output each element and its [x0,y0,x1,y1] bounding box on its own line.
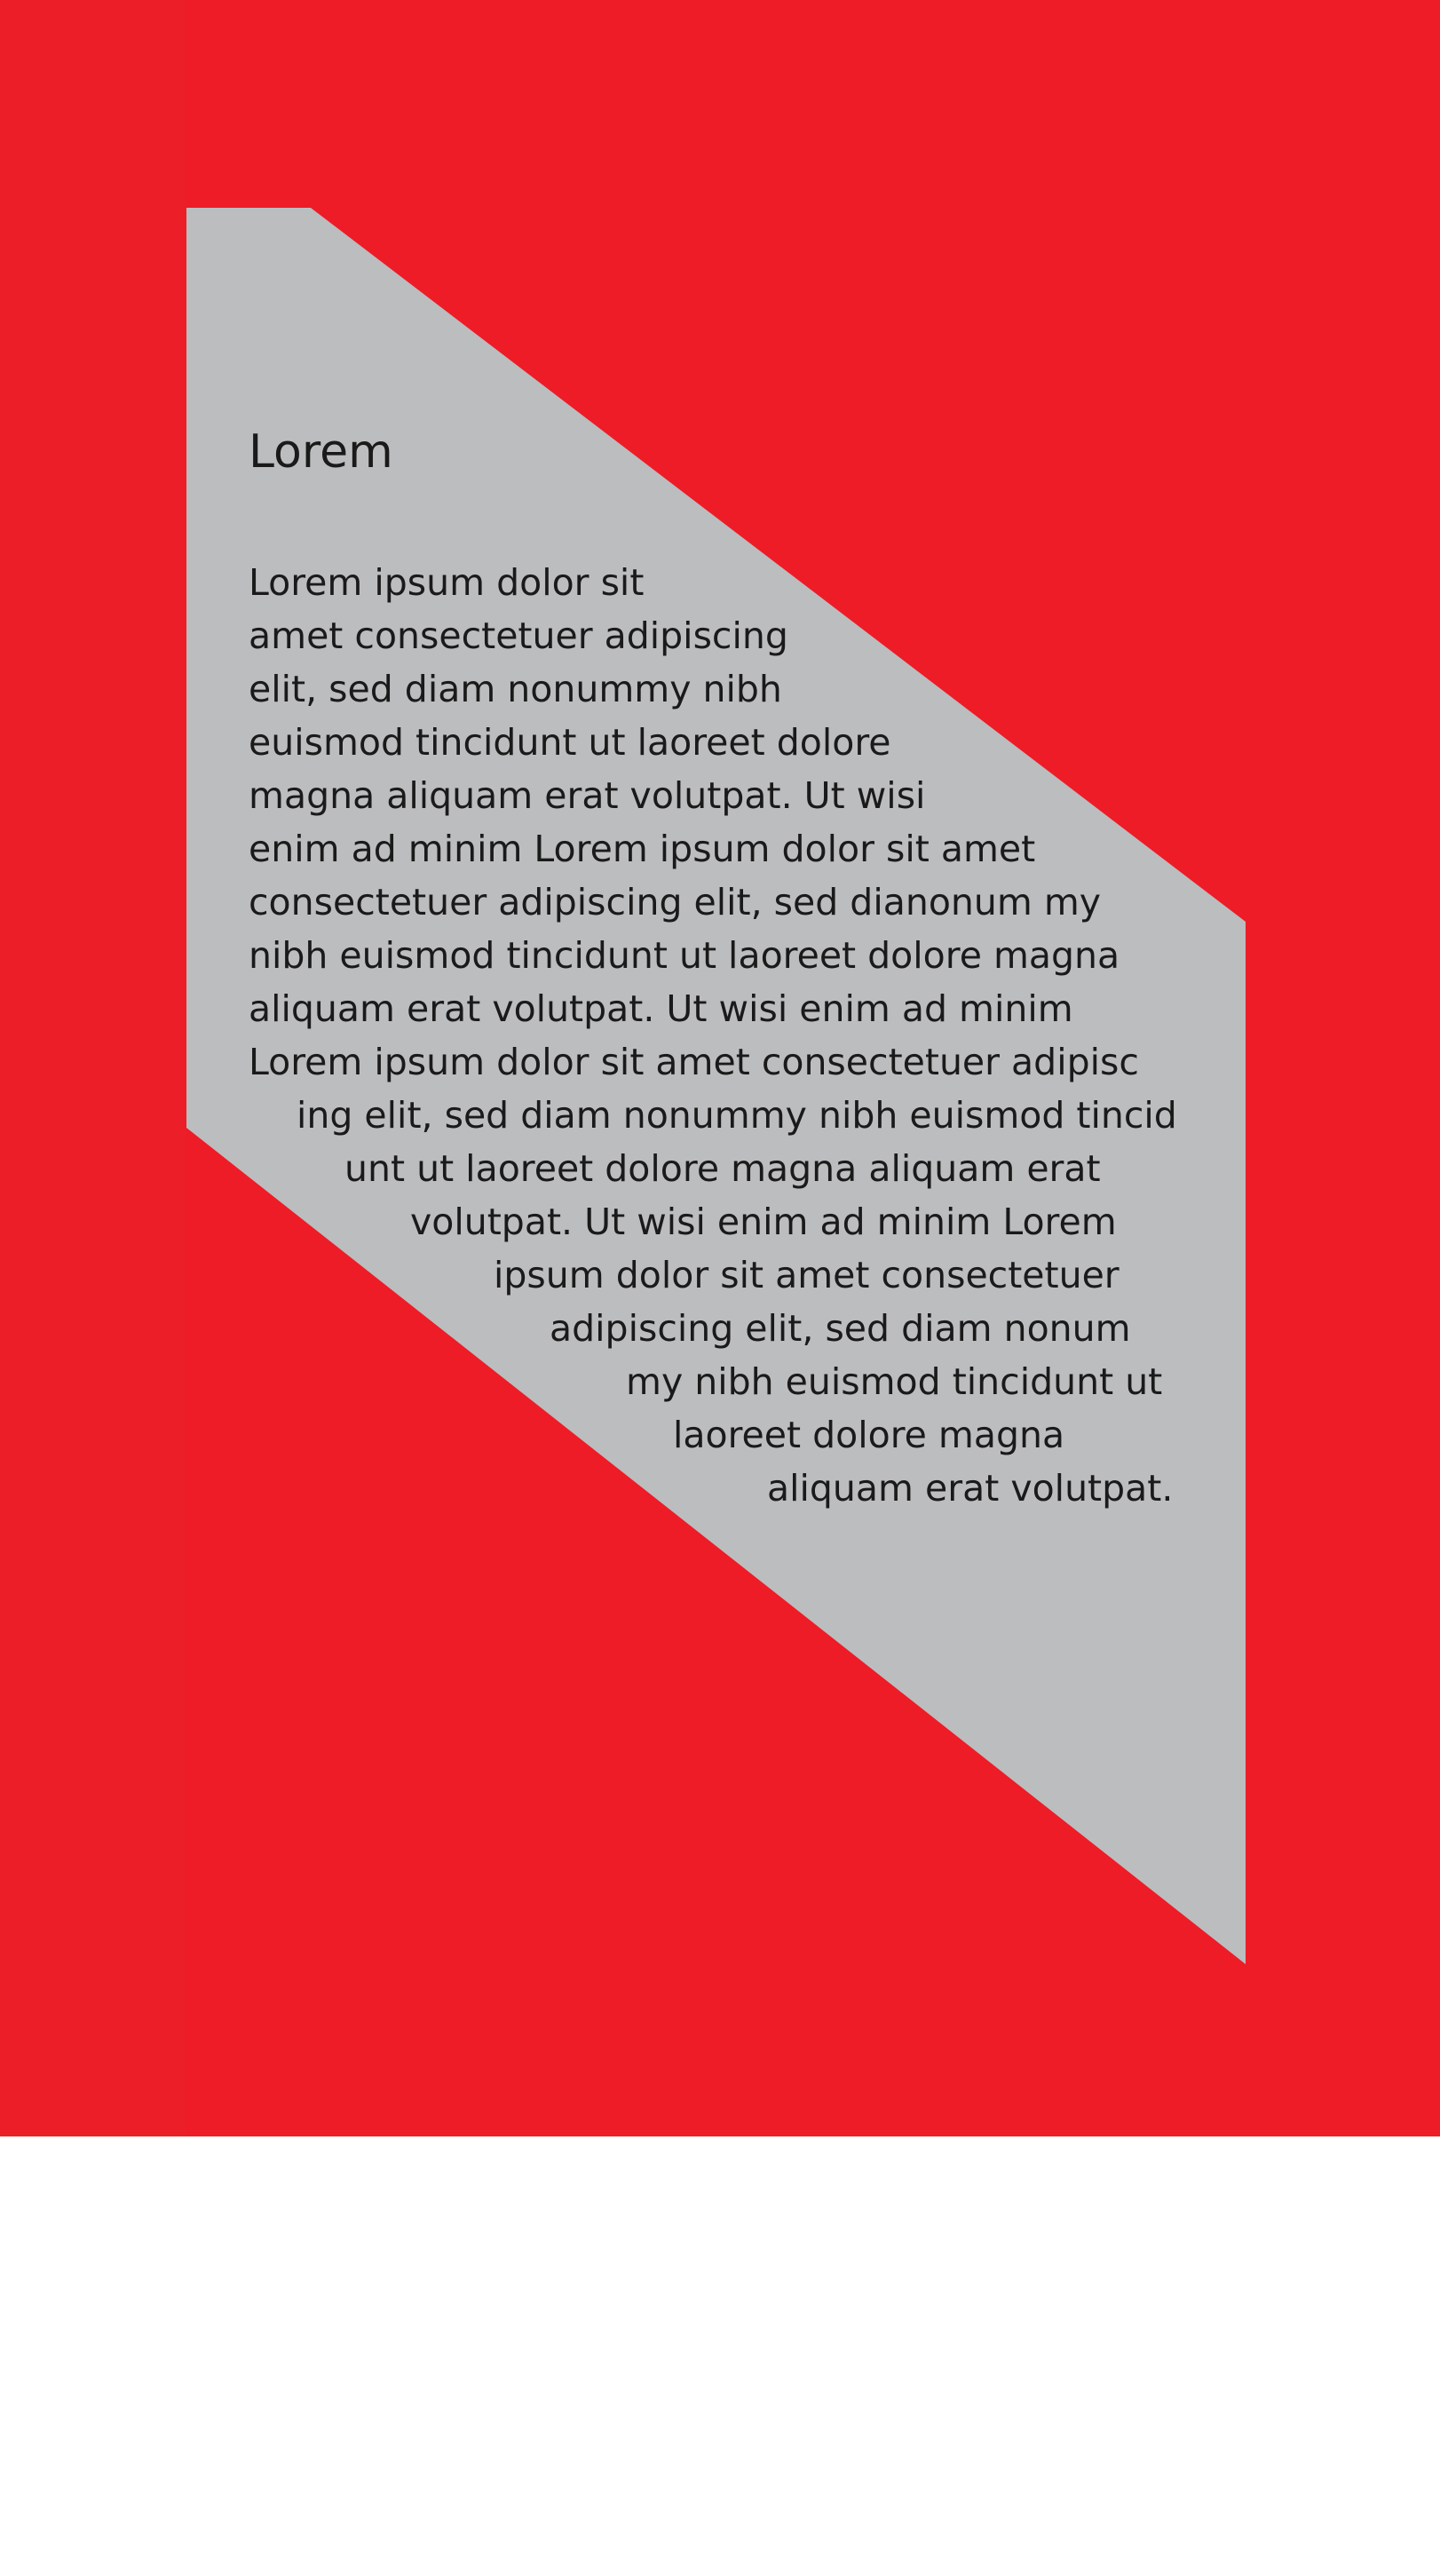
body-text-line: Lorem ipsum dolor sit [249,561,645,604]
body-text-line: enim ad minim Lorem ipsum dolor sit amet [249,828,1036,870]
white-bottom-area [0,2136,1440,2576]
body-text-line: amet consectetuer adipiscing [249,614,788,657]
body-text-line: adipiscing elit, sed diam nonum [550,1307,1131,1350]
body-text-line: aliquam erat volutpat. Ut wisi enim ad minim [249,987,1073,1030]
body-text-line: elit, sed diam nonummy nibh [249,668,782,710]
body-text-line: unt ut laoreet dolore magna aliquam erat [344,1147,1101,1190]
body-text-line: consectetuer adipiscing elit, sed dianonum my [249,881,1102,923]
body-text-line: volutpat. Ut wisi enim ad minim Lorem [410,1201,1117,1243]
body-text-line: laoreet dolore magna [673,1414,1065,1456]
body-text-line: magna aliquam erat volutpat. Ut wisi [249,774,926,817]
body-text-line: Lorem ipsum dolor sit amet consectetuer adipisc [249,1041,1139,1083]
body-text-line: my nibh euismod tincidunt ut [626,1360,1163,1403]
heading-text: Lorem [249,425,393,479]
body-text-line: nibh euismod tincidunt ut laoreet dolore magna [249,934,1120,977]
body-text-line: aliquam erat volutpat. [767,1467,1174,1510]
body-text-line: euismod tincidunt ut laoreet dolore [249,721,891,764]
body-text-line: ipsum dolor sit amet consectetuer [494,1254,1120,1296]
body-text-line: ing elit, sed diam nonummy nibh euismod tincid [297,1094,1177,1137]
